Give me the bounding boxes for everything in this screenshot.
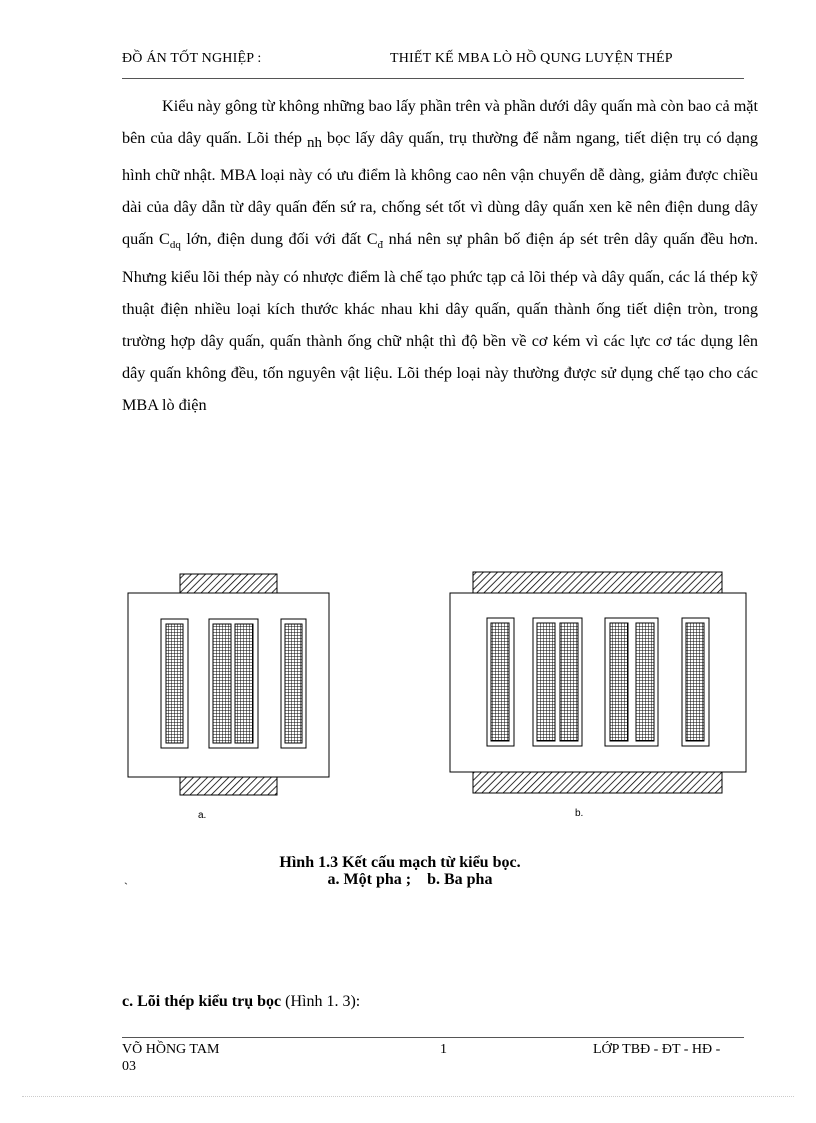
figure-label-b: b. [575,808,584,819]
figure-b-three-phase [450,572,746,793]
body-text-1: Kiểu này gông từ không những bao lấy phần trên và phần dưới dây quấn mà còn bao cả mặt bên của dây quấn. Lõi thép [122,97,758,147]
winding-b1 [491,623,509,741]
body-text-2: bọc lấy dây quấn, trụ thường để nằm ngang, tiết diện trụ có dạng hình chữ nhật. MBA loại này có ưu điểm là không cao nên vận chuyển dễ dàng, giảm được chiều dài của dây dẫn từ dây quấn đến sứ ra, chống sét tốt vì dùng dây quấn xen kẽ nên điện dung dây quấn C [122,129,758,248]
header-left: ĐỒ ÁN TỐT NGHIỆP : [122,51,262,66]
winding-b3 [560,623,578,741]
winding-a3 [235,624,253,743]
footer-left-line2: 03 [122,1059,136,1074]
core-figure [0,560,816,830]
winding-b4 [610,623,628,741]
footer-rule [122,1037,744,1038]
body-text-3: lớn, điện dung đối với đất C [180,230,378,248]
section-heading-ref: (Hình 1. 3): [281,993,361,1010]
yoke-top-a [180,574,277,593]
figure-label-a: a. [198,810,207,821]
winding-b2 [537,623,555,741]
figure-a-single-phase [128,574,329,795]
yoke-top-b [473,572,722,593]
body-nh: nh [307,135,322,151]
yoke-bottom-b [473,772,722,793]
header-rule [122,78,744,79]
winding-a1 [166,624,183,743]
body-sub-dq: dq [169,239,181,251]
winding-b5 [636,623,654,741]
page-edge-dotted-line [22,1096,794,1097]
section-heading-bold: c. Lõi thép kiểu trụ bọc [122,993,282,1010]
body-sub-d: đ [377,239,384,251]
footer-left: VÕ HỒNG TAM [122,1042,220,1057]
figure-caption-line1: Hình 1.3 Kết cấu mạch từ kiểu bọc. [279,854,521,871]
stray-backtick: ` [124,880,128,894]
winding-a4 [285,624,302,743]
footer-right: LỚP TBĐ - ĐT - HĐ - [593,1042,721,1057]
section-heading [122,993,360,1011]
yoke-bottom-a [180,777,277,795]
body-paragraph [122,90,758,421]
winding-b6 [686,623,704,741]
page-number: 1 [440,1042,447,1057]
figure-caption-line2: a. Một pha ; b. Ba pha [327,871,493,888]
body-text-4: nhá nên sự phân bố điện áp sét trên dây quấn đều hơn. Nhưng kiểu lõi thép này có nhược điểm là chế tạo phức tạp cả lõi thép và dây quấn, các lá thép kỹ thuật điện nhiều loại kích thước khác nhau khi dây quấn, quấn thành ống tiết diện tròn, trong trường hợp dây quấn, quấn thành ống chữ nhật thì độ bền về cơ kém vì các lực cơ tác dụng lên dây quấn không đều, tốn nguyên vật liệu. Lõi thép loại này thường được sử dụng chế tạo cho các MBA lò điện [122,230,758,414]
header-right: THIẾT KẾ MBA LÒ HỒ QUNG LUYỆN THÉP [390,51,673,66]
winding-a2 [213,624,231,743]
